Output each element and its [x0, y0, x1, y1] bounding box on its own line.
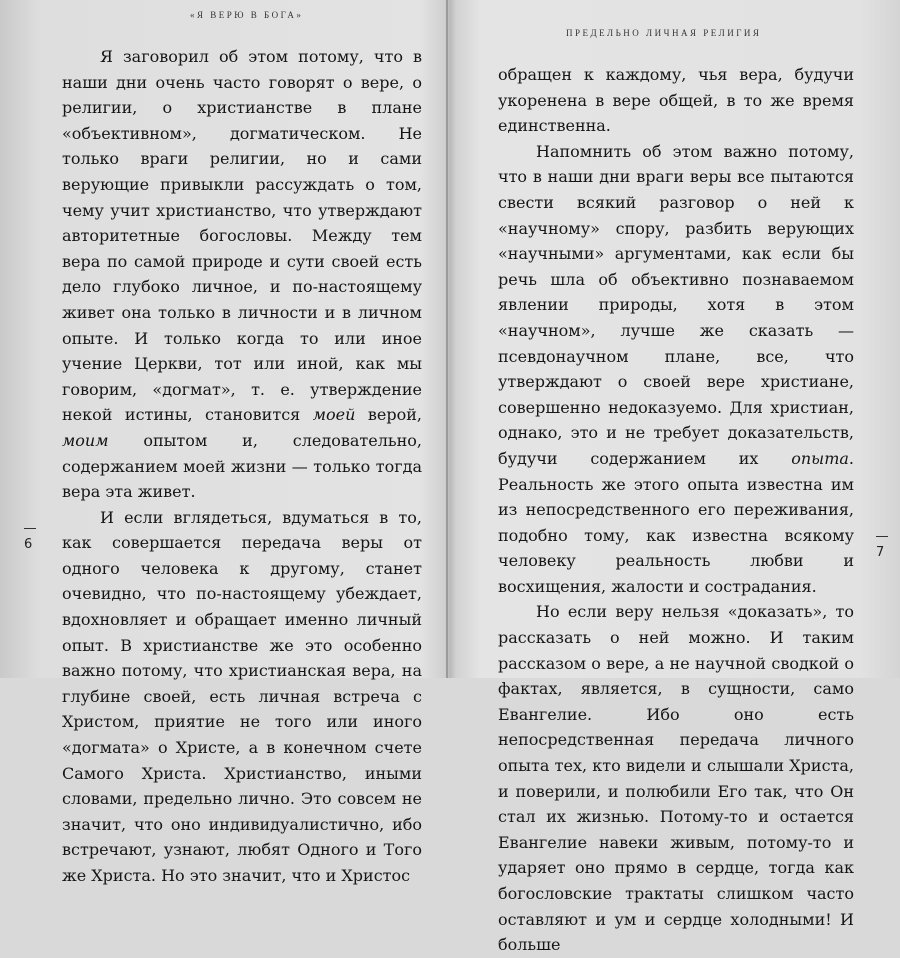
right-paragraph-1: обращен к каждому, чья вера, будучи укоренена в вере общей, в то же время единственна.	[498, 65, 854, 136]
book-gutter	[446, 0, 448, 678]
right-running-header: ПРЕДЕЛЬНО ЛИЧНАЯ РЕЛИГИЯ	[566, 28, 762, 38]
right-page-number-value: 7	[876, 545, 885, 560]
right-page-number	[876, 536, 888, 560]
left-page-number	[24, 528, 36, 552]
right-page-text	[498, 62, 854, 958]
right-paragraph-2: Напомнить об этом важно потому, что в наши дни враги веры все пытаются свести всякий разговор о ней к «научному» спору, разбить верующих «научными» аргументами, как если бы речь шла об объективно познаваемом явлении природы, хотя в этом «научном», лучше же сказать — псевдонаучном плане, все, что утверждают о своей вере христиане, совершенно недоказуемо. Для христиан, однако, это и не требует доказательств, будучи содержанием их опыта. Реальность же этого опыта известна им из непосредственного его переживания, подобно тому, как известна всякому человеку реальность любви и восхищения, жалости и сострадания.	[498, 141, 854, 596]
left-paragraph-2: И если вглядеться, вдуматься в то, как совершается передача веры от одного человека к другому, станет очевидно, что по-настоящему убеждает, вдохновляет и обращает именно личный опыт. В христианстве же это особенно важно потому, что христианская вера, на глубине своей, есть личная встреча с Христом, приятие не того или иного «догмата» о Христе, а в конечном счете Самого Христа. Христианство, иными словами, предельно лично. Это совсем не значит, что оно индивидуалистично, ибо встречают, узнают, любят Одного и Того же Христа. Но это значит, что и Христос	[62, 507, 422, 885]
left-paragraph-1: Я заговорил об этом потому, что в наши дни очень часто говорят о вере, о религии, о христианстве в плане «объективном», догматическом. Не только враги религии, но и сами верующие привыкли рассуждать о том, чему учит христианство, что утверждают авторитетные богословы. Между тем вера по самой природе и сути своей есть дело глубоко личное, и по-настоящему живет она только в личности и в личном опыте. И только когда то или иное учение Церкви, тот или иной, как мы говорим, «догмат», т. е. утверждение некой истины, становится моей верой, моим опытом и, следовательно, содержанием моей жизни — только тогда вера эта живет.	[62, 47, 422, 502]
left-page-text	[62, 44, 422, 889]
left-page-number-value: 6	[24, 537, 33, 552]
left-running-header: «Я ВЕРЮ В БОГА»	[190, 10, 304, 20]
page-number-dash	[876, 536, 888, 537]
right-paragraph-3: Но если веру нельзя «доказать», то рассказать о ней можно. И таким рассказом о вере, а не научной сводкой о фактах, является, в сущности, само Евангелие. Ибо оно есть непосредственная передача личного опыта тех, кто видели и слышали Христа, и поверили, и полюбили Его так, что Он стал их жизнью. Потому-то и остается Евангелие навеки живым, потому-то и ударяет оно прямо в сердце, тогда как богословские трактаты слишком часто оставляют и ум и сердце холодными! И больше	[498, 602, 854, 955]
page-number-dash	[24, 528, 36, 529]
